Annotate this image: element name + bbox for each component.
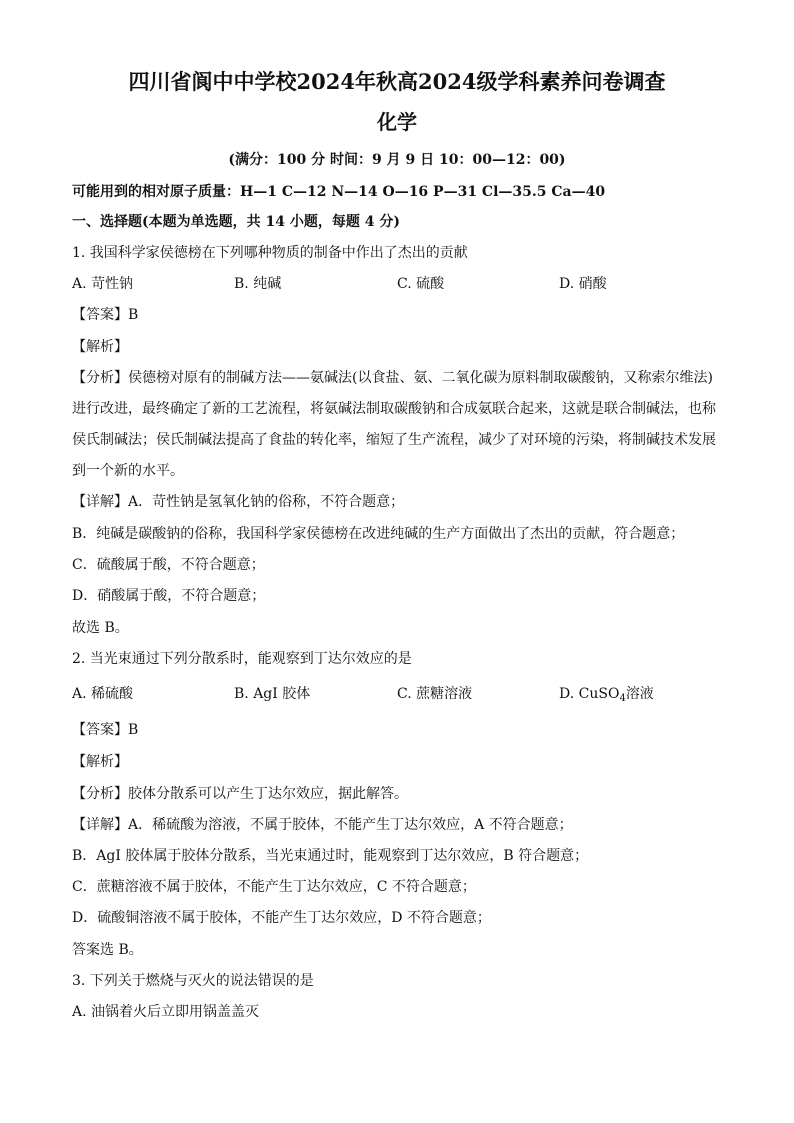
q2-option-d-subscript: 4 xyxy=(619,693,626,704)
q3-option-a: A. 油锅着火后立即用锅盖盖灭 xyxy=(72,1004,260,1020)
q2-option-d-suffix: 溶液 xyxy=(625,686,654,702)
q2-option-c: C. 蔗糖溶液 xyxy=(397,686,473,702)
q2-option-d xyxy=(559,684,654,704)
q1-detail-line: B．纯碱是碳酸钠的俗称，我国科学家侯德榜在改进纯碱的生产方面做出了杰出的贡献，符合题意； xyxy=(72,526,685,542)
q1-analysis-line: 侯氏制碱法；侯氏制碱法提高了食盐的转化率，缩短了生产流程，减少了对环境的污染，将制碱技术发展 xyxy=(72,432,716,448)
exam-info: (满分：100 分 时间：9 月 9 日 10：00—12：00) xyxy=(228,152,566,168)
q2-detail-line: D．硫酸铜溶液不属于胶体，不能产生丁达尔效应，D 不符合题意； xyxy=(72,910,491,926)
q2-option-d-prefix: D. CuSO xyxy=(559,686,620,702)
q1-detail-line: D．硝酸属于酸，不符合题意； xyxy=(72,588,266,604)
q1-stem: 1. 我国科学家侯德榜在下列哪种物质的制备中作出了杰出的贡献 xyxy=(72,245,468,261)
q2-detail-line: C．蔗糖溶液不属于胶体，不能产生丁达尔效应，C 不符合题意； xyxy=(72,879,476,895)
q1-analysis-label: 【解析】 xyxy=(72,339,128,355)
q1-answer: 【答案】B xyxy=(72,307,139,323)
q1-detail-line: 故选 B。 xyxy=(72,620,129,636)
section-heading: 一、选择题(本题为单选题，共 14 小题，每题 4 分) xyxy=(72,214,400,230)
q1-detail-line: C．硫酸属于酸，不符合题意； xyxy=(72,557,265,573)
subject-title: 化学 xyxy=(377,110,417,134)
q2-stem: 2. 当光束通过下列分散系时，能观察到丁达尔效应的是 xyxy=(72,651,412,667)
q1-analysis-line: 进行改进，最终确定了新的工艺流程，将氨碱法制取碳酸钠和合成氨联合起来，这就是联合制碱法，也称 xyxy=(72,401,716,417)
q1-option-b: B. 纯碱 xyxy=(234,276,282,292)
q1-option-a: A. 苛性钠 xyxy=(72,276,134,292)
q2-option-b: B. AgI 胶体 xyxy=(234,686,311,702)
q1-analysis-line: 【分析】侯德榜对原有的制碱方法——氨碱法(以食盐、氨、二氧化碳为原料制取碳酸钠，又称索尔维法) xyxy=(72,370,713,386)
q1-analysis-line: 到一个新的水平。 xyxy=(72,463,184,479)
q2-analysis-line: 【分析】胶体分散系可以产生丁达尔效应，据此解答。 xyxy=(72,786,408,802)
q2-answer: 【答案】B xyxy=(72,722,139,738)
q2-detail-line: B．AgI 胶体属于胶体分散系，当光束通过时，能观察到丁达尔效应，B 符合题意； xyxy=(72,848,589,864)
atomic-masses: 可能用到的相对原子质量：H—1 C—12 N—14 O—16 P—31 Cl—35.5 Ca—40 xyxy=(72,184,606,200)
q2-option-a: A. 稀硫酸 xyxy=(72,686,134,702)
q3-stem: 3. 下列关于燃烧与灭火的说法错误的是 xyxy=(72,973,314,989)
q2-detail-line: 答案选 B。 xyxy=(72,942,143,958)
q2-detail-line: 【详解】A．稀硫酸为溶液，不属于胶体，不能产生丁达尔效应，A 不符合题意； xyxy=(72,817,573,833)
q2-analysis-label: 【解析】 xyxy=(72,754,128,770)
page-title: 四川省阆中中学校2024年秋高2024级学科素养问卷调查 xyxy=(128,69,666,94)
q1-detail-line: 【详解】A．苛性钠是氢氧化钠的俗称，不符合题意； xyxy=(72,494,405,510)
q1-option-c: C. 硫酸 xyxy=(397,276,445,292)
q1-option-d: D. 硝酸 xyxy=(559,276,607,292)
